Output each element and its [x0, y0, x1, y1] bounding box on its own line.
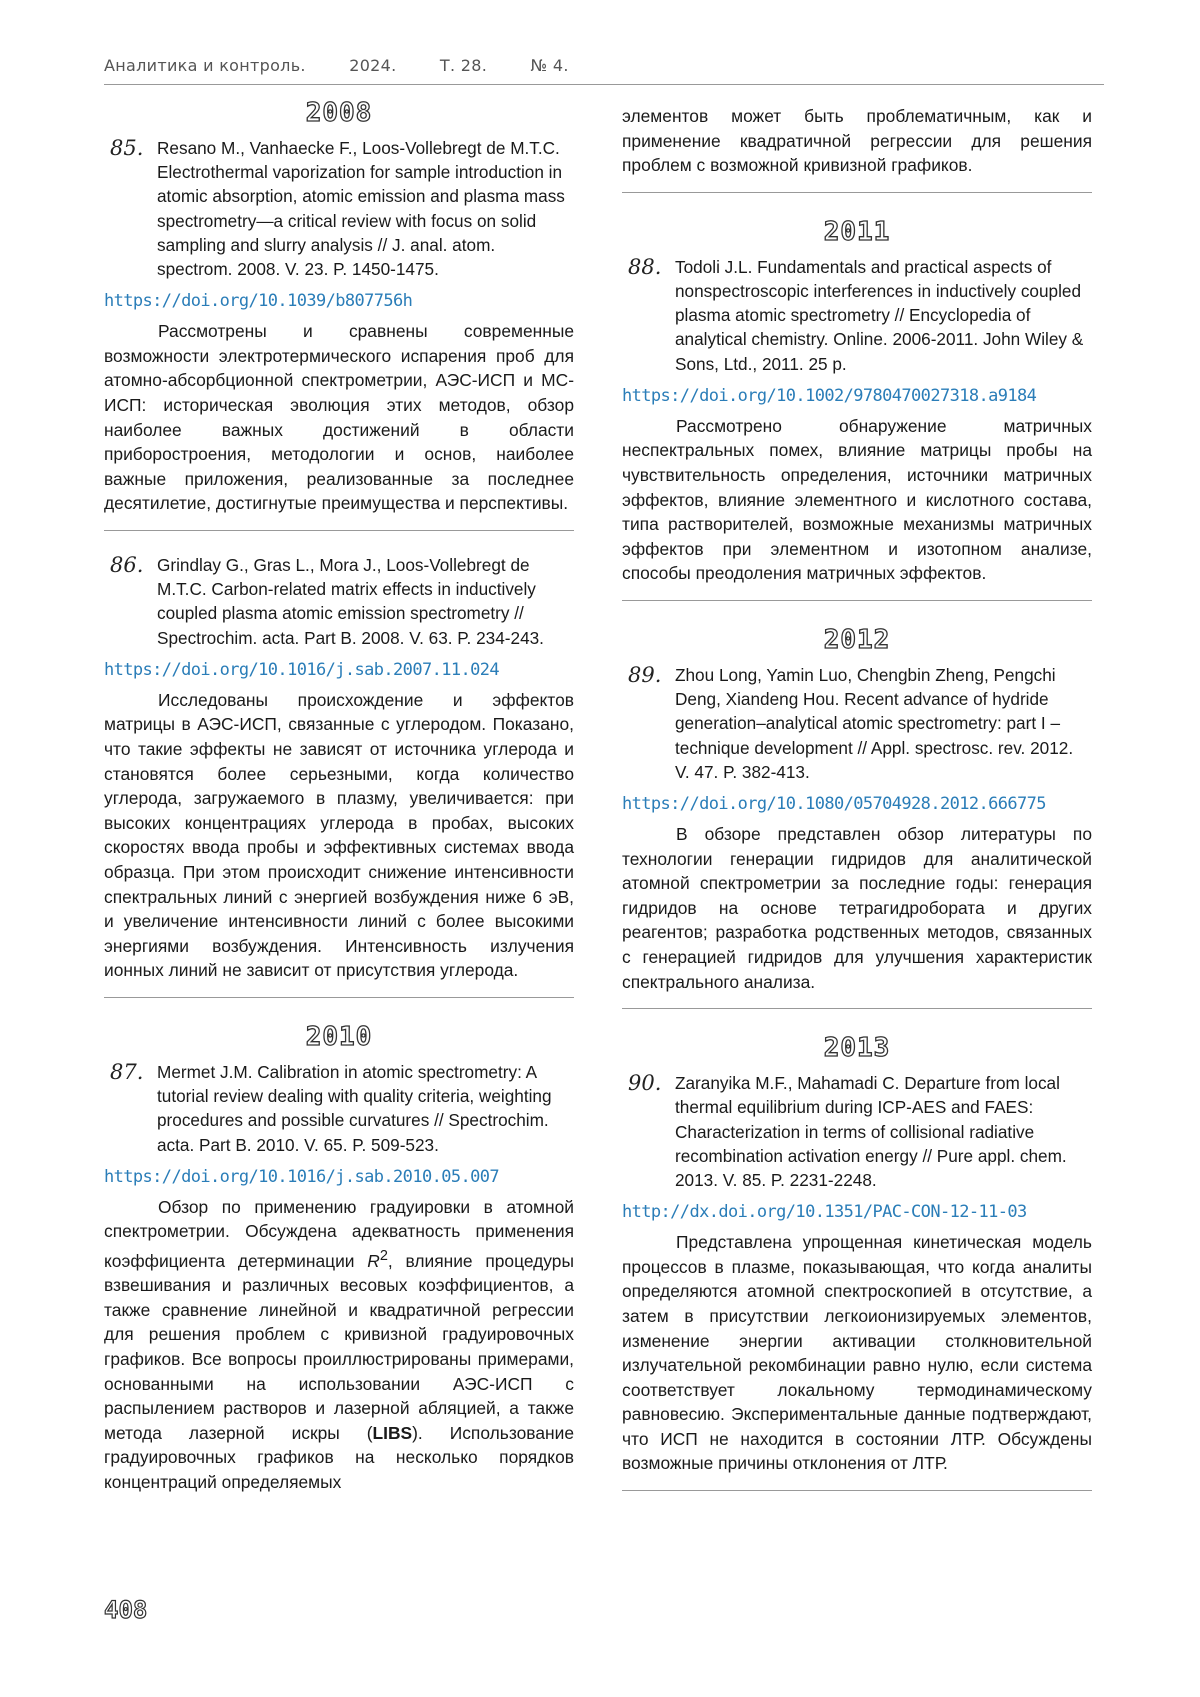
- journal-issue: № 4.: [530, 56, 569, 75]
- reference-number: 87.: [110, 1059, 144, 1084]
- reference-entry-87: [104, 1060, 574, 1157]
- abstract-87: [104, 1195, 574, 1495]
- reference-entry-88: [622, 255, 1092, 376]
- year-heading-2013: 2013: [823, 1033, 891, 1064]
- doi-link-87[interactable]: https://doi.org/10.1016/j.sab.2010.05.007: [104, 1166, 500, 1187]
- journal-name: Аналитика и контроль.: [104, 56, 306, 75]
- libs-term: LIBS: [372, 1422, 413, 1443]
- journal-volume: Т. 28.: [439, 56, 488, 75]
- doi-link-88[interactable]: https://doi.org/10.1002/9780470027318.a9184: [622, 385, 1037, 406]
- r-squared-symbol: R: [367, 1250, 380, 1271]
- year-heading-2010: 2010: [305, 1021, 373, 1052]
- reference-entry-85: [104, 136, 574, 281]
- abstract-87-part-b: , влияние процедуры взвешивания и различных весовых коэффициентов, а также сравнение линейной и квадратичной регрессии для решения проблем с кривизной градуировочных графиков. Все вопросы проиллюстрированы примерами, основанными на использовании АЭС-ИСП с распылением растворов и лазерной абляцией, а также метода лазерной искры (: [104, 1250, 574, 1443]
- doi-link-85[interactable]: https://doi.org/10.1039/b807756h: [104, 291, 413, 312]
- reference-entry-86: [104, 553, 574, 650]
- abstract-87-part-a: Обзор по применению градуировки в атомной спектрометрии. Обсуждена адекватность применения коэффициента детерминации: [104, 1196, 574, 1271]
- reference-number: 90.: [628, 1071, 662, 1096]
- entry-divider: [622, 1008, 1092, 1009]
- entry-divider: [622, 1490, 1092, 1491]
- year-heading-2008: 2008: [305, 98, 373, 128]
- running-header: [104, 56, 1104, 84]
- reference-citation: Todoli J.L. Fundamentals and practical aspects of nonspectroscopic interferences in inductively coupled plasma atomic spectrometry // Encyclopedia of analytical chemistry. Online. 2006-2011. John Wiley & Sons, Ltd., 2011. 25 p.: [675, 256, 1084, 374]
- r-squared-exponent: 2: [379, 1247, 388, 1264]
- page-number: 408: [104, 1596, 148, 1624]
- abstract-90: Представлена упрощенная кинетическая модель процессов в плазме, показывающая, что когда аналиты определяются атомной спектроскопией в отсутствие, а затем в присутствии легкоионизируемых элементов, изменение энергии активации столкновительной излучательной рекомбинации равно нулю, если система соответствует локальному термодинамическому равновесию. Экспериментальные данные подтверждают, что ИСП не находится в состоянии ЛТР. Обсуждены возможные причины отклонения от ЛТР.: [622, 1232, 1092, 1474]
- entry-divider: [104, 530, 574, 531]
- doi-link-86[interactable]: https://doi.org/10.1016/j.sab.2007.11.024: [104, 659, 500, 680]
- reference-entry-90: [622, 1071, 1092, 1192]
- reference-citation: Zhou Long, Yamin Luo, Chengbin Zheng, Pengchi Deng, Xiandeng Hou. Recent advance of hydride generation–analytical atomic spectrometry: part I – technique development // Appl. spectrosc. rev. 2012. V. 47. P. 382-413.: [675, 664, 1074, 782]
- reference-number: 88.: [628, 254, 662, 279]
- year-heading-2011: 2011: [823, 216, 891, 247]
- year-heading-2012: 2012: [823, 624, 891, 655]
- journal-year: 2024.: [349, 56, 397, 75]
- reference-citation: Resano M., Vanhaecke F., Loos-Vollebregt de M.T.C. Electrothermal vaporization for sample introduction in atomic absorption, atomic emission and plasma mass spectrometry—a critical review with focus on solid sampling and slurry analysis // J. anal. atom. spectrom. 2008. V. 23. P. 1450-1475.: [157, 138, 565, 280]
- reference-entry-89: [622, 663, 1092, 784]
- abstract-87-part-c: ). Использование градуировочных графиков на несколько порядков концентраций определяемых: [104, 1422, 574, 1493]
- abstract-86: Исследованы происхождение и эффектов матрицы в АЭС-ИСП, связанные с углеродом. Показано, что такие эффекты не зависят от источника углерода и становятся более серьезными, когда количество углерода, загружаемого в плазму, увеличивается: при высоких концентрациях углерода в пробах, высоких скоростях ввода пробы и эффективных системах ввода образца. При этом происходит снижение интенсивности спектральных линий с энергией возбуждения ниже 6 эВ, и увеличение интенсивности линий с более высокими энергиями возбуждения. Интенсивность излучения ионных линий не зависит от присутствия углерода.: [104, 689, 574, 981]
- abstract-88: Рассмотрено обнаружение матричных неспектральных помех, влияние матрицы пробы на чувствительность определения, источники матричных эффектов, влияние элементного и кислотного состава, типа растворителей, возможные механизмы матричных эффектов при элементном и изотопном анализе, способы преодоления матричных эффектов.: [622, 415, 1092, 584]
- abstract-89: В обзоре представлен обзор литературы по технологии генерации гидридов для аналитической атомной спектрометрии за последние годы: генерация гидридов на основе тетрагидробората и других реагентов; разработка родственных методов, связанных с генерацией гидридов для улучшения характеристик спектрального анализа.: [622, 823, 1092, 992]
- right-column: [622, 104, 1092, 1513]
- entry-divider: [104, 997, 574, 998]
- reference-number: 85.: [110, 136, 144, 160]
- reference-citation: Grindlay G., Gras L., Mora J., Loos-Vollebregt de M.T.C. Carbon-related matrix effects in inductively coupled plasma atomic emission spectrometry // Spectrochim. acta. Part B. 2008. V. 63. P. 234-243.: [157, 554, 544, 648]
- reference-number: 89.: [628, 662, 662, 687]
- reference-citation: Mermet J.M. Calibration in atomic spectrometry: A tutorial review dealing with quality criteria, weighting procedures and possible curvatures // Spectrochim. acta. Part B. 2010. V. 65. P. 509-523.: [157, 1061, 552, 1155]
- entry-divider: [622, 192, 1092, 193]
- reference-citation: Zaranyika M.F., Mahamadi C. Departure from local thermal equilibrium during ICP-AES and FAES: Characterization in terms of collisional radiative recombination activation energy // Pure appl. chem. 2013. V. 85. P. 2231-2248.: [675, 1073, 1067, 1190]
- reference-number: 86.: [110, 552, 144, 577]
- abstract-85: Рассмотрены и сравнены современные возможности электротермического испарения проб для атомно-абсорбционной спектрометрии, АЭС-ИСП и МС-ИСП: историческая эволюция этих методов, обзор наиболее важных достижений в области приборостроения, методологии и основ, наиболее важные приложения, реализованные за последнее десятилетие, достигнутые преимущества и перспективы.: [104, 321, 574, 514]
- abstract-87-continued: элементов может быть проблематичным, как и применение квадратичной регрессии для решения проблем с возможной кривизной графиков.: [622, 106, 1092, 176]
- header-divider: [104, 84, 1104, 85]
- left-column: [104, 96, 574, 1495]
- doi-link-90[interactable]: http://dx.doi.org/10.1351/PAC-CON-12-11-03: [622, 1202, 1027, 1223]
- entry-divider: [622, 600, 1092, 601]
- doi-link-89[interactable]: https://doi.org/10.1080/05704928.2012.666775: [622, 793, 1046, 814]
